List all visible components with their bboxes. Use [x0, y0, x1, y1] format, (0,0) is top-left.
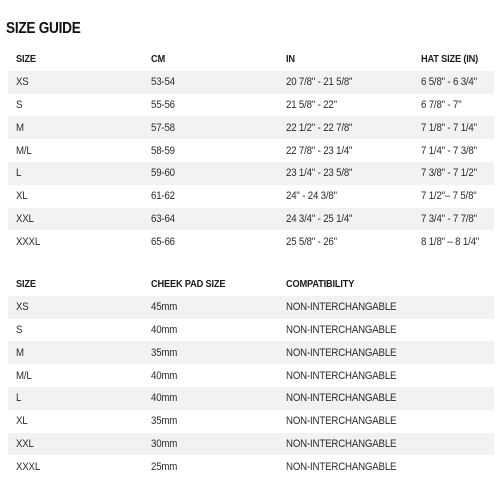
size-cell: XXL	[8, 208, 143, 231]
size-cell: XL	[16, 190, 28, 203]
table-row	[8, 433, 494, 456]
size-cell: XL	[16, 415, 28, 428]
size-cell: XS	[8, 71, 143, 94]
hat-size-cell: 8 1/8" – 8 1/4"	[421, 235, 480, 248]
cm-cell: 65-66	[151, 235, 175, 248]
size-table-header-cm: CM	[151, 53, 166, 66]
empty-cell	[413, 433, 494, 456]
in-cell: 20 7/8" - 21 5/8"	[278, 71, 413, 94]
cm-cell: 57-58	[143, 116, 278, 139]
hat-size-cell: 7 1/4" - 7 3/8"	[421, 144, 477, 157]
empty-cell	[413, 410, 494, 433]
cheek-pad-size-cell: 35mm	[143, 341, 278, 364]
compatibility-cell: NON-INTERCHANGABLE	[278, 296, 413, 319]
empty-cell	[413, 319, 494, 342]
hat-size-cell: 7 3/8" - 7 1/2"	[413, 162, 494, 185]
cheek-pad-table	[8, 273, 494, 478]
hat-size-cell: 7 1/2"– 7 5/8"	[421, 190, 477, 203]
compatibility-cell: NON-INTERCHANGABLE	[286, 460, 397, 473]
table-row	[8, 94, 494, 117]
table-row	[8, 410, 494, 433]
hat-size-cell: 7 1/8" - 7 1/4"	[413, 116, 494, 139]
compatibility-cell: NON-INTERCHANGABLE	[286, 369, 397, 382]
hat-size-cell: 6 5/8" - 6 3/4"	[413, 71, 494, 94]
table-row	[8, 71, 494, 94]
compatibility-cell: NON-INTERCHANGABLE	[278, 433, 413, 456]
empty-cell	[413, 387, 494, 410]
cm-cell: 55-56	[151, 98, 175, 111]
cm-cell: 63-64	[143, 208, 278, 231]
compatibility-cell: NON-INTERCHANGABLE	[278, 387, 413, 410]
size-cell: XXL	[8, 433, 143, 456]
table-row	[8, 341, 494, 364]
size-table-header-in: IN	[286, 53, 295, 66]
table-row	[8, 162, 494, 185]
size-table-header-hat-size: HAT SIZE (IN)	[421, 53, 479, 66]
cheek-pad-table-header-empty	[413, 273, 494, 296]
size-cell: M	[8, 116, 143, 139]
size-cell: S	[16, 98, 23, 111]
table-row	[8, 116, 494, 139]
table-row	[8, 208, 494, 231]
cheek-pad-size-cell: 25mm	[151, 460, 178, 473]
size-cell: M/L	[16, 369, 32, 382]
size-cell: L	[8, 162, 143, 185]
in-cell: 25 5/8" - 26"	[286, 235, 337, 248]
page-title: SIZE GUIDE	[6, 20, 81, 37]
size-cell: L	[8, 387, 143, 410]
empty-cell	[413, 296, 494, 319]
in-cell: 22 7/8" - 23 1/4"	[286, 144, 353, 157]
in-cell: 23 1/4" - 23 5/8"	[278, 162, 413, 185]
cm-cell: 59-60	[143, 162, 278, 185]
table-row	[8, 230, 494, 253]
in-cell: 21 5/8" - 22"	[286, 98, 337, 111]
size-cell: M	[8, 341, 143, 364]
table-row	[8, 319, 494, 342]
cheek-pad-table-header-compatibility: COMPATIBILITY	[286, 278, 355, 291]
cheek-pad-size-cell: 35mm	[151, 415, 178, 428]
size-table-header-row	[8, 48, 494, 71]
compatibility-cell: NON-INTERCHANGABLE	[286, 323, 397, 336]
cheek-pad-size-cell: 30mm	[143, 433, 278, 456]
cheek-pad-size-cell: 40mm	[151, 323, 178, 336]
table-row	[8, 364, 494, 387]
hat-size-cell: 6 7/8" - 7"	[421, 98, 462, 111]
cm-cell: 61-62	[151, 190, 175, 203]
cheek-pad-size-cell: 40mm	[143, 387, 278, 410]
empty-cell	[413, 341, 494, 364]
compatibility-cell: NON-INTERCHANGABLE	[278, 341, 413, 364]
size-cell: XS	[8, 296, 143, 319]
size-cell: M/L	[16, 144, 32, 157]
size-table	[8, 48, 494, 253]
compatibility-cell: NON-INTERCHANGABLE	[286, 415, 397, 428]
in-cell: 22 1/2" - 22 7/8"	[278, 116, 413, 139]
in-cell: 24 3/4" - 25 1/4"	[278, 208, 413, 231]
cheek-pad-size-cell: 40mm	[151, 369, 178, 382]
size-cell: S	[16, 323, 23, 336]
hat-size-cell: 7 3/4" - 7 7/8"	[413, 208, 494, 231]
cheek-pad-table-header-pad-size: CHEEK PAD SIZE	[151, 278, 226, 291]
table-row	[8, 455, 494, 478]
cm-cell: 58-59	[151, 144, 175, 157]
empty-cell	[413, 455, 494, 478]
table-row	[8, 185, 494, 208]
table-row	[8, 387, 494, 410]
cm-cell: 53-54	[143, 71, 278, 94]
cheek-pad-size-cell: 45mm	[143, 296, 278, 319]
size-cell: XXXL	[16, 460, 41, 473]
table-row	[8, 296, 494, 319]
in-cell: 24" - 24 3/8"	[286, 190, 337, 203]
size-table-header-size: SIZE	[16, 53, 36, 66]
empty-cell	[413, 364, 494, 387]
size-cell: XXXL	[16, 235, 41, 248]
cheek-pad-table-header-size: SIZE	[16, 278, 36, 291]
table-row	[8, 139, 494, 162]
cheek-pad-table-header-row	[8, 273, 494, 296]
